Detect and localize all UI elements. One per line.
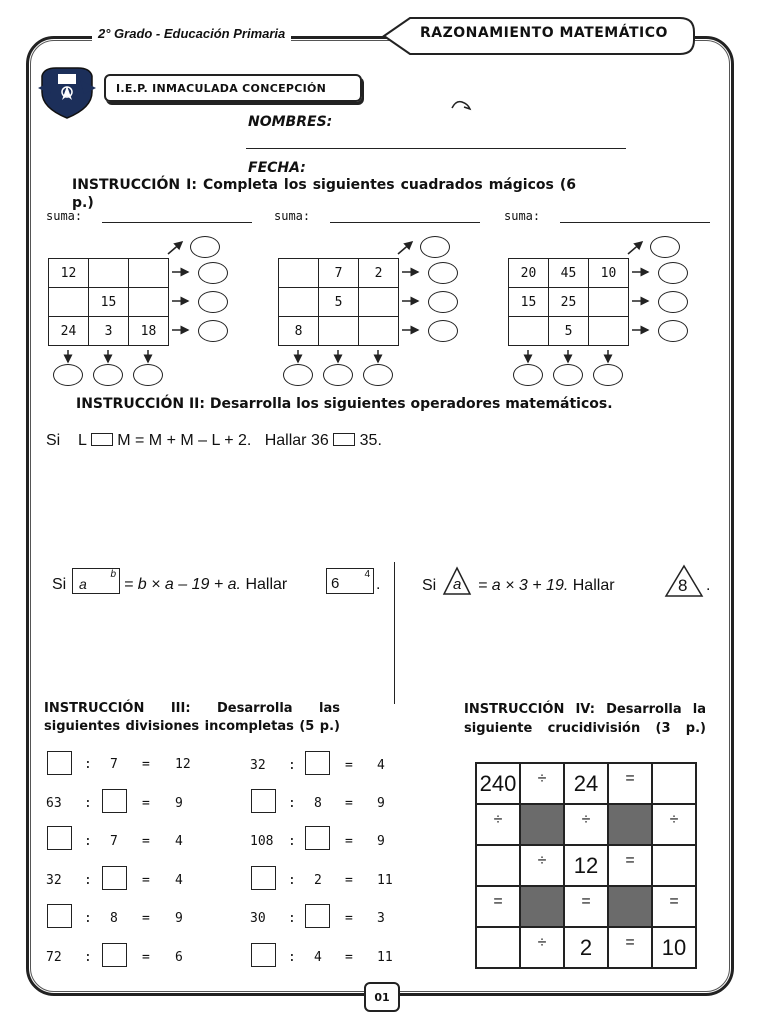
blank-box[interactable] bbox=[102, 789, 127, 813]
grid-cell: ÷ bbox=[476, 804, 520, 845]
grid-cell-blank[interactable] bbox=[652, 763, 696, 804]
quotient: 9 bbox=[377, 796, 385, 811]
divisor: 7 bbox=[110, 834, 118, 849]
colon-sign: : bbox=[84, 834, 92, 849]
quotient: 9 bbox=[377, 834, 385, 849]
grid-cell: = bbox=[608, 927, 652, 968]
colon-sign: : bbox=[288, 758, 296, 773]
colon-sign: : bbox=[84, 796, 92, 811]
dividend: 108 bbox=[250, 834, 274, 849]
blank-box[interactable] bbox=[102, 943, 127, 967]
grid-cell: = bbox=[564, 886, 608, 927]
blank-box[interactable] bbox=[251, 789, 276, 813]
answer-circle[interactable] bbox=[198, 262, 228, 284]
instruction-3-wrap bbox=[44, 700, 340, 746]
answer-circle[interactable] bbox=[133, 364, 163, 386]
colon-sign: : bbox=[288, 950, 296, 965]
square-cell[interactable]: 5 bbox=[319, 288, 359, 317]
square-cell[interactable]: 2 bbox=[359, 259, 399, 288]
column-divider bbox=[394, 562, 395, 704]
op2-a: a bbox=[79, 576, 87, 592]
answer-circle[interactable] bbox=[658, 291, 688, 313]
square-cell[interactable]: 15 bbox=[509, 288, 549, 317]
grid-cell-blank[interactable] bbox=[476, 845, 520, 886]
grid-cell: = bbox=[652, 886, 696, 927]
answer-circle[interactable] bbox=[53, 364, 83, 386]
divisor: 8 bbox=[314, 796, 322, 811]
grid-cell: 12 bbox=[564, 845, 608, 886]
blank-box[interactable] bbox=[47, 826, 72, 850]
quotient: 4 bbox=[175, 873, 183, 888]
op3-si: Si bbox=[422, 577, 437, 594]
quotient: 6 bbox=[175, 950, 183, 965]
blank-box[interactable] bbox=[102, 866, 127, 890]
school-shield-logo bbox=[36, 62, 98, 120]
triangle-operator-a bbox=[442, 566, 472, 596]
grid-cell: ÷ bbox=[520, 927, 564, 968]
grid-cell: = bbox=[608, 763, 652, 804]
header-rule-mid bbox=[322, 36, 382, 39]
op2-si: Si bbox=[52, 576, 67, 593]
blank-box[interactable] bbox=[305, 904, 330, 928]
divisor: 7 bbox=[110, 757, 118, 772]
op1-si: Si bbox=[46, 432, 61, 449]
answer-circle[interactable] bbox=[93, 364, 123, 386]
divisor: 8 bbox=[110, 911, 118, 926]
pen-mark-icon bbox=[450, 96, 472, 108]
rectangle-operator-icon bbox=[91, 433, 113, 446]
answer-circle[interactable] bbox=[190, 236, 220, 258]
op3-eight: 8 bbox=[678, 576, 688, 595]
op2-six: 6 bbox=[331, 575, 340, 592]
dividend: 30 bbox=[250, 911, 266, 926]
blank-box[interactable] bbox=[305, 751, 330, 775]
square-cell[interactable]: 24 bbox=[49, 317, 89, 346]
crucidivision-grid bbox=[475, 762, 697, 969]
square-cell[interactable]: 18 bbox=[129, 317, 169, 346]
square-cell[interactable]: 15 bbox=[89, 288, 129, 317]
instruction-4-wrap bbox=[464, 700, 706, 746]
grid-cell: 10 bbox=[652, 927, 696, 968]
op3-hallar: Hallar bbox=[572, 577, 615, 594]
quotient: 4 bbox=[377, 758, 385, 773]
answer-circle[interactable] bbox=[283, 364, 313, 386]
blank-box[interactable] bbox=[47, 904, 72, 928]
op2-end: . bbox=[376, 576, 381, 593]
op2-four: 4 bbox=[364, 569, 370, 580]
quotient: 9 bbox=[175, 796, 183, 811]
divisor: 4 bbox=[314, 950, 322, 965]
answer-circle[interactable] bbox=[428, 320, 458, 342]
colon-sign: : bbox=[84, 873, 92, 888]
grid-cell-blank[interactable] bbox=[652, 845, 696, 886]
equals-sign: = bbox=[345, 950, 353, 965]
op3-a: a bbox=[453, 576, 462, 593]
answer-circle[interactable] bbox=[420, 236, 450, 258]
instruction-3: INSTRUCCIÓN III: Desarrolla las siguientes divisiones incompletas (5 p.) bbox=[44, 701, 340, 734]
instruction-4: INSTRUCCIÓN IV: Desarrolla la siguiente crucidivisión (3 p.) bbox=[464, 702, 706, 736]
suma-label-1: suma: bbox=[46, 209, 83, 223]
op2-rule-wrap bbox=[124, 576, 287, 594]
answer-circle[interactable] bbox=[593, 364, 623, 386]
colon-sign: : bbox=[84, 911, 92, 926]
op1-hallar: Hallar 36 bbox=[264, 432, 329, 449]
grid-cell-shaded bbox=[520, 886, 564, 927]
grid-cell: ÷ bbox=[652, 804, 696, 845]
equals-sign: = bbox=[345, 758, 353, 773]
answer-circle[interactable] bbox=[198, 320, 228, 342]
answer-circle[interactable] bbox=[658, 262, 688, 284]
colon-sign: : bbox=[288, 873, 296, 888]
answer-circle[interactable] bbox=[198, 291, 228, 313]
grid-cell: 24 bbox=[564, 763, 608, 804]
quotient: 11 bbox=[377, 950, 393, 965]
square-cell[interactable]: 7 bbox=[319, 259, 359, 288]
equals-sign: = bbox=[345, 796, 353, 811]
operator-2 bbox=[52, 576, 66, 594]
colon-sign: : bbox=[288, 911, 296, 926]
suma-line-1[interactable] bbox=[102, 222, 252, 223]
suma-label-3: suma: bbox=[504, 209, 541, 223]
square-cell[interactable]: 8 bbox=[279, 317, 319, 346]
suma-line-2[interactable] bbox=[330, 222, 480, 223]
quotient: 11 bbox=[377, 873, 393, 888]
triangle-operator-8 bbox=[664, 564, 704, 598]
dividend: 63 bbox=[46, 796, 62, 811]
quotient: 9 bbox=[175, 911, 183, 926]
colon-sign: : bbox=[288, 796, 296, 811]
square-cell[interactable]: 3 bbox=[89, 317, 129, 346]
op3-rule-wrap bbox=[478, 577, 615, 595]
grid-cell: = bbox=[476, 886, 520, 927]
quotient: 12 bbox=[175, 757, 191, 772]
dividend: 32 bbox=[250, 758, 266, 773]
grid-cell: ÷ bbox=[520, 845, 564, 886]
square-cell[interactable]: 12 bbox=[49, 259, 89, 288]
blank-box[interactable] bbox=[251, 866, 276, 890]
divisor: 2 bbox=[314, 873, 322, 888]
op1-end: 35. bbox=[359, 432, 382, 449]
op3-end: . bbox=[706, 577, 711, 594]
equals-sign: = bbox=[142, 757, 150, 772]
grid-cell-blank[interactable] bbox=[476, 927, 520, 968]
equals-sign: = bbox=[142, 873, 150, 888]
colon-sign: : bbox=[84, 950, 92, 965]
answer-circle[interactable] bbox=[658, 320, 688, 342]
grid-cell: 240 bbox=[476, 763, 520, 804]
operator-box-64 bbox=[326, 568, 374, 594]
school-name: I.E.P. INMACULADA CONCEPCIÓN bbox=[104, 74, 362, 102]
equals-sign: = bbox=[142, 950, 150, 965]
instruction-2: INSTRUCCIÓN II: Desarrolla los siguientes operadores matemáticos. bbox=[76, 396, 613, 412]
grid-cell: = bbox=[608, 845, 652, 886]
quotient: 4 bbox=[175, 834, 183, 849]
grid-cell-shaded bbox=[608, 886, 652, 927]
answer-circle[interactable] bbox=[428, 291, 458, 313]
operator-1 bbox=[46, 432, 382, 450]
answer-circle[interactable] bbox=[553, 364, 583, 386]
square-cell[interactable]: 10 bbox=[589, 259, 629, 288]
operator-box-ab bbox=[72, 568, 120, 594]
answer-circle[interactable] bbox=[650, 236, 680, 258]
instruction-1-wrap bbox=[72, 176, 576, 211]
op3-rule: = a × 3 + 19. bbox=[478, 577, 569, 594]
equals-sign: = bbox=[345, 873, 353, 888]
op1-left: L bbox=[78, 432, 87, 449]
instruction-1: INSTRUCCIÓN I: Completa los siguientes cuadrados mágicos (6 p.) bbox=[72, 177, 576, 211]
answer-circle[interactable] bbox=[323, 364, 353, 386]
square-cell[interactable]: 45 bbox=[549, 259, 589, 288]
square-cell[interactable]: 25 bbox=[549, 288, 589, 317]
equals-sign: = bbox=[142, 834, 150, 849]
equals-sign: = bbox=[142, 911, 150, 926]
dividend: 72 bbox=[46, 950, 62, 965]
op2-rule: = b × a – 19 + a. bbox=[124, 576, 241, 593]
subject-tag bbox=[380, 14, 700, 58]
names-label: NOMBRES: bbox=[248, 114, 333, 130]
quotient: 3 bbox=[377, 911, 385, 926]
blank-box[interactable] bbox=[305, 826, 330, 850]
equals-sign: = bbox=[345, 834, 353, 849]
equals-sign: = bbox=[345, 911, 353, 926]
date-label: FECHA: bbox=[248, 160, 306, 176]
date-label-wrap bbox=[248, 160, 368, 174]
equals-sign: = bbox=[142, 796, 150, 811]
answer-circle[interactable] bbox=[513, 364, 543, 386]
grid-cell-shaded bbox=[608, 804, 652, 845]
square-cell[interactable]: 20 bbox=[509, 259, 549, 288]
grid-cell: 2 bbox=[564, 927, 608, 968]
answer-circle[interactable] bbox=[363, 364, 393, 386]
grade-label: 2° Grado - Educación Primaria bbox=[92, 26, 291, 41]
subject-title: RAZONAMIENTO MATEMÁTICO bbox=[420, 25, 668, 41]
rectangle-operator-icon bbox=[333, 433, 355, 446]
op1-rule: M = M + M – L + 2. bbox=[117, 432, 252, 449]
suma-line-3[interactable] bbox=[560, 222, 710, 223]
blank-box[interactable] bbox=[251, 943, 276, 967]
answer-circle[interactable] bbox=[428, 262, 458, 284]
header-rule-left bbox=[60, 36, 88, 39]
op2-b: b bbox=[110, 569, 116, 580]
grid-cell-shaded bbox=[520, 804, 564, 845]
names-line[interactable] bbox=[246, 148, 626, 149]
op2-hallar: Hallar bbox=[245, 576, 288, 593]
grid-cell: ÷ bbox=[520, 763, 564, 804]
page-number: 01 bbox=[364, 982, 400, 1012]
grid-cell: ÷ bbox=[564, 804, 608, 845]
colon-sign: : bbox=[288, 834, 296, 849]
square-cell[interactable]: 5 bbox=[549, 317, 589, 346]
colon-sign: : bbox=[84, 757, 92, 772]
dividend: 32 bbox=[46, 873, 62, 888]
suma-label-2: suma: bbox=[274, 209, 311, 223]
blank-box[interactable] bbox=[47, 751, 72, 775]
